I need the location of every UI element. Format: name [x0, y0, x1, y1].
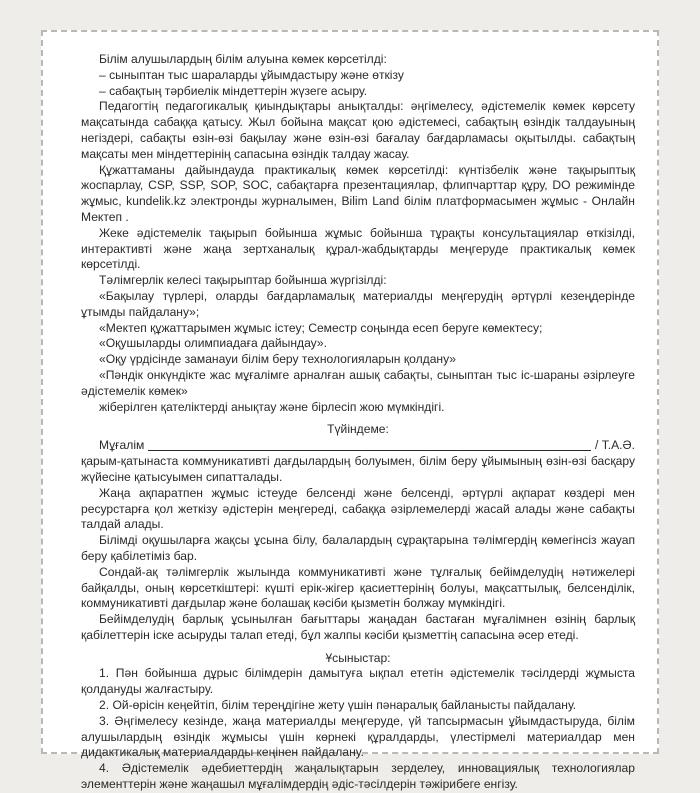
conclusion-paragraph: Сондай-ақ тәлімгерлік жылында коммуникативті және тұлғалық бейімделудің нәтижелері байқалды, оның көрсеткіштері: күшті ерік-жігер қасиеттерінің болуы, мақсаттылық, белсенділік, коммуникативті дағдылар және болашақ кәсіби қызметін болжау мүмкіндігі.: [81, 564, 635, 611]
document-frame: [41, 30, 659, 792]
intro-item: – сабақтың тәрбиелік міндеттерін жүзеге асыру.: [99, 83, 368, 98]
teacher-name-suffix: / Т.А.Ә.: [594, 438, 635, 453]
mentoring-topic: «Бақылау түрлері, оларды бағдарламалық материалды меңгерудің әртүрлі кезеңдерінде ұтымды пайдалану»;: [81, 288, 635, 319]
mentoring-heading: Тәлімгерлік келесі тақырыптар бойынша жүргізілді:: [99, 273, 387, 288]
suggestion-item: 1. Пән бойынша дұрыс білімдерін дамытуға ықпал ететін әдістемелік тәсілдерді жұмыста қолдануды жалғастыру.: [81, 666, 635, 697]
mentoring-closing: жіберілген қателіктерді анықтау және бірлесіп жою мүмкіндігі.: [99, 399, 445, 414]
mentoring-topic: «Оқушыларды олимпиадаға дайындау».: [99, 336, 327, 351]
conclusion-title: Түйіндеме:: [327, 422, 389, 437]
document-body: [81, 52, 635, 793]
mentoring-topic: «Пәндік онкүндікте жас мұғалімге арналған ашық сабақты, сыныптан тыс іс-шараны әзірлеуге әдістемелік көмек»: [81, 367, 635, 398]
mentoring-topic: «Мектеп құжаттарымен жұмыс істеу; Семестр соңында есеп беруге көмектесу;: [99, 320, 543, 335]
body-paragraph: Құжаттаманы дайындауда практикалық көмек көрсетілді: күнтізбелік және тақырыптық жоспарлау, CSP, SSP, SOP, SOC, сабақтарға презентациялар, флипчарттар құру, DO режимінде жұмыс, kundelik.kz электронды журналымен, Bilim Land білім платформасымен жұмыс - Онлайн Мектеп .: [81, 162, 635, 224]
conclusion-paragraph: қарым-қатынаста коммуникативті дағдылардың болуымен, білім беру ұйымының өзін-өзі басқару жүйесіне қатысуымен сипатталады.: [81, 454, 635, 484]
teacher-signature-line: [81, 438, 635, 454]
body-paragraph: Жеке әдістемелік тақырып бойынша жұмыс бойынша тұрақты консультациялар өткізілді, интерактивті және жаңа зертханалық құрал-жабдықтарды меңгеруде практикалық көмек көрсетілді.: [81, 225, 635, 272]
mentoring-topic: «Оқу үрдісінде заманауи білім беру технологияларын қолдану»: [99, 352, 457, 367]
suggestion-item: 2. Ой-өрісін кеңейтіп, білім тереңдігіне жету үшін пәнаралық байланысты пайдалану.: [99, 698, 577, 713]
conclusion-paragraph: Білімді оқушыларға жақсы ұсына білу, балалардың сұрақтарына тәлімгердің көмегінсіз жауап беру қабілетіміз бар.: [81, 533, 635, 563]
conclusion-paragraph: Жаңа ақпаратпен жұмыс істеуде белсенді және белсенді, әртүрлі ақпарат көздері мен ресурстарға қол жеткізу әдістерін меңгереді, сабаққа әзірлемелерді жасай алады және сабақты талдай алады.: [81, 485, 635, 532]
intro-heading: Білім алушылардың білім алуына көмек көрсетілді:: [99, 52, 387, 66]
suggestion-item: 3. Әңгімелесу кезінде, жаңа материалды меңгеруде, үй тапсырмасын ұйымдастыруда, білім алушылардың өзіндік жұмысы үшін көрнекі құралдарды, үлестірмелі материалдар мен дидактикалық материалдарды кеңінен пайдалану.: [81, 713, 635, 760]
body-paragraph: Педагогтің педагогикалық қиындықтары анықталды: әңгімелесу, әдістемелік көмек көрсету мақсатында сабаққа қатысу. Жыл бойына мақсат қою әдістемесі, сабақтың өзіндік талдауының негіздері, сабақты өзін-өзі бақылау және өзін-өзі бағалау бағдарламасы оқытылды. сабақтың мақсаты мен міндеттерінің сапасына өзіндік талдау жасау.: [81, 99, 635, 161]
signature-rule: [148, 438, 591, 451]
suggestions-title: Ұсыныстар:: [325, 650, 391, 665]
intro-item: – сыныптан тыс шараларды ұйымдастыру және өткізу: [99, 67, 404, 82]
suggestion-item: 4. Әдістемелік әдебиеттердің жаңалықтарын зерделеу, инновациялық технологиялар элементтерін және жаңашыл мұғалімдердің әдіс-тәсілдерін тәжірибеге енгізу.: [81, 761, 635, 792]
teacher-label: Мұғалім: [99, 438, 145, 453]
conclusion-paragraph: Бейімделудің барлық ұсынылған бағыттары жаңадан бастаған мұғалімнен өзінің барлық қабілеттерін іске асыруды талап етеді, бұл жалпы кәсіби қызметтің сапасына әсер етеді.: [81, 612, 635, 642]
